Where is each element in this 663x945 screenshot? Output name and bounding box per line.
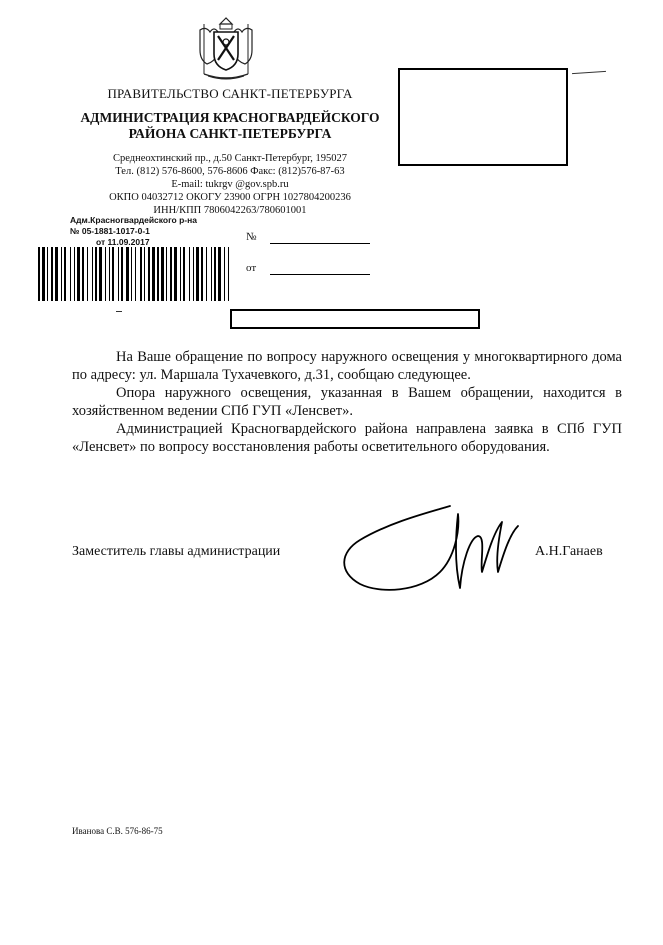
letter-body <box>72 348 622 456</box>
codes-line: ОКПО 04032712 ОКОГУ 23900 ОГРН 1027804200236 <box>109 192 351 203</box>
body-paragraph-1: На Ваше обращение по вопросу наружного освещения у многоквартирного дома по адресу: ул. Маршала Тухачевкого, д.31, сообщаю следующее. <box>72 349 622 383</box>
barcode-bar <box>211 247 212 301</box>
barcode-bar <box>99 247 102 301</box>
barcode-bar <box>70 247 71 301</box>
barcode-bar <box>218 247 221 301</box>
barcode-bar <box>77 247 80 301</box>
redacted-recipient-box <box>398 68 568 166</box>
barcode-bar <box>148 247 150 301</box>
address-line: Среднеохтинский пр., д.50 Санкт-Петербург, 195027 <box>112 153 348 164</box>
barcode-bar <box>180 247 181 301</box>
registration-stamp <box>70 215 197 248</box>
signatory-title: Заместитель главы администрации <box>72 544 281 559</box>
handwritten-signature <box>330 492 530 602</box>
registration-number: № 05-1881-1017-0-1 <box>70 226 150 236</box>
barcode-bar <box>95 247 97 301</box>
barcode-bar <box>47 247 48 301</box>
barcode-bar <box>105 247 106 301</box>
signatory-name: А.Н.Ганаев <box>535 544 603 559</box>
government-name: ПРАВИТЕЛЬСТВО САНКТ-ПЕТЕРБУРГА <box>107 86 353 101</box>
contact-block <box>60 152 400 217</box>
barcode-bar <box>161 247 164 301</box>
barcode-bar <box>121 247 123 301</box>
barcode-bar <box>131 247 132 301</box>
dash-mark <box>116 311 122 312</box>
barcode-bar <box>126 247 129 301</box>
barcode-bar <box>196 247 199 301</box>
barcode-bar <box>92 247 93 301</box>
email-line: E-mail: tukrgv @gov.spb.ru <box>171 179 289 190</box>
executor-info: Иванова С.В. 576-86-75 <box>72 826 163 836</box>
barcode-bar <box>140 247 142 301</box>
barcode-bar <box>55 247 58 301</box>
barcode-bar <box>152 247 155 301</box>
registration-date: от 11.09.2017 <box>96 237 150 247</box>
barcode-bar <box>166 247 167 301</box>
number-label: № <box>246 231 257 243</box>
administration-name-line2: РАЙОНА САНКТ-ПЕТЕРБУРГА <box>128 126 332 141</box>
date-line <box>270 274 370 275</box>
barcode-bar <box>42 247 45 301</box>
barcode-bar <box>87 247 88 301</box>
barcode-bar <box>135 247 136 301</box>
barcode-bar <box>118 247 119 301</box>
body-paragraph-2: Опора наружного освещения, указанная в Вашем обращении, находится в хозяйственном ведении СПб ГУП «Ленсвет». <box>72 385 622 419</box>
barcode-bar <box>183 247 185 301</box>
barcode-bar <box>64 247 66 301</box>
barcode-bar <box>82 247 84 301</box>
barcode-bar <box>228 247 229 301</box>
barcode <box>38 247 230 301</box>
barcode-bar <box>61 247 62 301</box>
date-label: от <box>246 262 257 274</box>
barcode-bar <box>109 247 110 301</box>
body-paragraph-3: Администрацией Красногвардейского района направлена заявка в СПб ГУП «Ленсвет» по вопросу восстановления работы осветительного оборудования. <box>72 421 622 455</box>
redacted-subject-bar <box>230 309 480 329</box>
barcode-bar <box>157 247 159 301</box>
barcode-bar <box>224 247 225 301</box>
decorative-mark <box>572 71 606 74</box>
barcode-bar <box>51 247 53 301</box>
phone-line: Тел. (812) 576-8600, 576-8606 Факс: (812)576-87-63 <box>115 166 345 177</box>
barcode-bar <box>170 247 172 301</box>
barcode-bar <box>112 247 114 301</box>
barcode-bar <box>174 247 177 301</box>
barcode-bar <box>189 247 190 301</box>
administration-name-line1: АДМИНИСТРАЦИЯ КРАСНОГВАРДЕЙСКОГО <box>80 110 380 125</box>
barcode-bar <box>201 247 203 301</box>
barcode-bar <box>206 247 207 301</box>
barcode-bar <box>74 247 75 301</box>
inn-line: ИНН/КПП 7806042263/780601001 <box>153 205 307 216</box>
coat-of-arms-emblem <box>196 14 256 82</box>
barcode-bar <box>144 247 145 301</box>
barcode-bar <box>38 247 40 301</box>
number-line <box>270 243 370 244</box>
administration-name <box>60 110 400 142</box>
barcode-bar <box>193 247 194 301</box>
registration-office: Адм.Красногвардейского р-на <box>70 215 197 225</box>
barcode-bar <box>214 247 216 301</box>
